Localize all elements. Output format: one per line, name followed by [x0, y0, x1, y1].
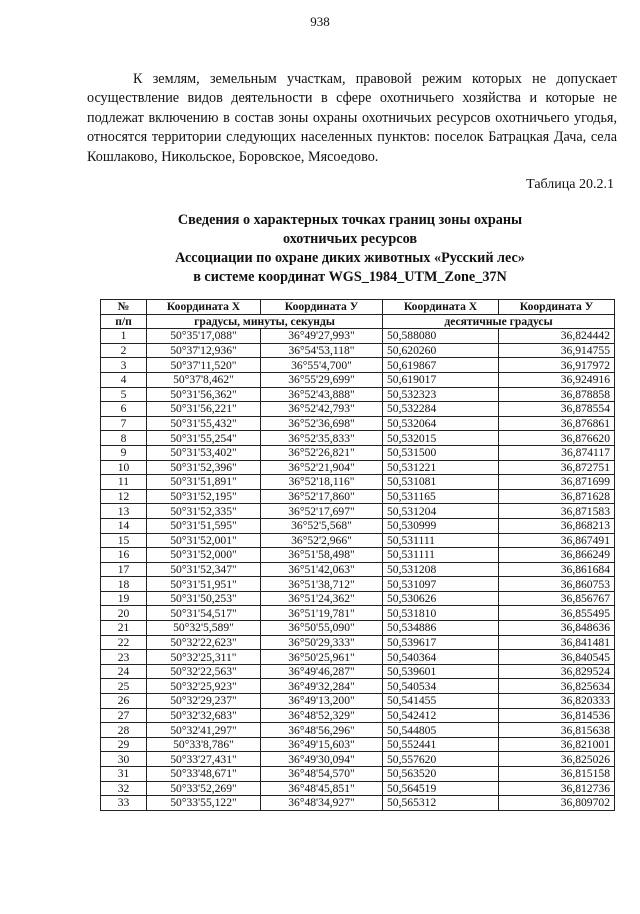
table-row — [101, 372, 615, 387]
coord-x-dms: 50°31'52,000" — [147, 548, 261, 563]
coord-x-dms: 50°33'52,269" — [147, 781, 261, 796]
coord-x-dec: 50,588080 — [383, 329, 499, 344]
coord-x-dec: 50,532064 — [383, 416, 499, 431]
coord-x-dms: 50°31'51,595" — [147, 518, 261, 533]
coord-y-dec: 36,815638 — [499, 723, 615, 738]
row-number: 11 — [101, 475, 147, 490]
table-row — [101, 358, 615, 373]
coord-x-dms: 50°31'56,362" — [147, 387, 261, 402]
coord-x-dms: 50°32'41,297" — [147, 723, 261, 738]
coord-y-dms: 36°51'42,063" — [261, 562, 383, 577]
coord-y-dms: 36°51'24,362" — [261, 591, 383, 606]
row-number: 23 — [101, 650, 147, 665]
table-row — [101, 445, 615, 460]
coord-y-dms: 36°50'25,961" — [261, 650, 383, 665]
coord-x-dec: 50,540534 — [383, 679, 499, 694]
coord-y-dms: 36°49'27,993" — [261, 329, 383, 344]
coord-x-dms: 50°31'52,001" — [147, 533, 261, 548]
coord-x-dms: 50°31'52,347" — [147, 562, 261, 577]
coord-y-dec: 36,871583 — [499, 504, 615, 519]
heading-line-4: в системе координат WGS_1984_UTM_Zone_37N — [193, 269, 507, 285]
coord-x-dms: 50°31'56,221" — [147, 402, 261, 417]
coord-y-dms: 36°51'58,498" — [261, 548, 383, 563]
table-row — [101, 460, 615, 475]
row-number: 22 — [101, 635, 147, 650]
coord-y-dms: 36°48'56,296" — [261, 723, 383, 738]
coord-y-dec: 36,821001 — [499, 737, 615, 752]
coord-y-dms: 36°48'52,329" — [261, 708, 383, 723]
coord-x-dec: 50,530999 — [383, 518, 499, 533]
coord-y-dec: 36,924916 — [499, 372, 615, 387]
coord-y-dec: 36,868213 — [499, 518, 615, 533]
coord-x-dms: 50°32'29,237" — [147, 694, 261, 709]
coord-y-dms: 36°49'30,094" — [261, 752, 383, 767]
row-number: 8 — [101, 431, 147, 446]
coord-y-dec: 36,874117 — [499, 445, 615, 460]
coord-x-dec: 50,539617 — [383, 635, 499, 650]
table-row — [101, 781, 615, 796]
table-row — [101, 664, 615, 679]
coord-x-dec: 50,544805 — [383, 723, 499, 738]
header-coord-x-dms: Координата X — [147, 300, 261, 315]
coord-y-dec: 36,825634 — [499, 679, 615, 694]
table-row — [101, 723, 615, 738]
coord-x-dms: 50°31'52,195" — [147, 489, 261, 504]
row-number: 26 — [101, 694, 147, 709]
coord-y-dec: 36,861684 — [499, 562, 615, 577]
table-row — [101, 518, 615, 533]
coord-x-dec: 50,619017 — [383, 372, 499, 387]
coord-y-dec: 36,871628 — [499, 489, 615, 504]
coord-x-dec: 50,531204 — [383, 504, 499, 519]
table-row — [101, 796, 615, 811]
coord-x-dec: 50,532284 — [383, 402, 499, 417]
coord-x-dec: 50,531810 — [383, 606, 499, 621]
row-number: 19 — [101, 591, 147, 606]
row-number: 28 — [101, 723, 147, 738]
coord-x-dms: 50°32'5,589" — [147, 621, 261, 636]
coord-x-dec: 50,540364 — [383, 650, 499, 665]
coord-x-dec: 50,531208 — [383, 562, 499, 577]
row-number: 27 — [101, 708, 147, 723]
table-row — [101, 621, 615, 636]
row-number: 2 — [101, 343, 147, 358]
coord-x-dms: 50°31'51,891" — [147, 475, 261, 490]
coord-y-dec: 36,876620 — [499, 431, 615, 446]
coord-y-dms: 36°55'29,699" — [261, 372, 383, 387]
subheader-number: п/п — [101, 314, 147, 329]
coord-y-dec: 36,860753 — [499, 577, 615, 592]
table-heading — [120, 211, 580, 287]
row-number: 21 — [101, 621, 147, 636]
row-number: 31 — [101, 767, 147, 782]
header-coord-y-dms: Координата У — [261, 300, 383, 315]
table-row — [101, 431, 615, 446]
table-row — [101, 606, 615, 621]
coord-x-dms: 50°35'17,088" — [147, 329, 261, 344]
coord-x-dec: 50,530626 — [383, 591, 499, 606]
coord-x-dec: 50,619867 — [383, 358, 499, 373]
coord-y-dec: 36,917972 — [499, 358, 615, 373]
coord-y-dms: 36°50'55,090" — [261, 621, 383, 636]
coord-y-dec: 36,815158 — [499, 767, 615, 782]
coord-y-dec: 36,829524 — [499, 664, 615, 679]
table-row — [101, 752, 615, 767]
coord-x-dms: 50°37'8,462" — [147, 372, 261, 387]
coord-x-dms: 50°37'12,936" — [147, 343, 261, 358]
coord-y-dec: 36,841481 — [499, 635, 615, 650]
table-reference: Таблица 20.2.1 — [526, 177, 614, 192]
row-number: 10 — [101, 460, 147, 475]
coord-x-dms: 50°32'25,311" — [147, 650, 261, 665]
row-number: 13 — [101, 504, 147, 519]
coord-x-dms: 50°33'8,786" — [147, 737, 261, 752]
coord-x-dec: 50,539601 — [383, 664, 499, 679]
intro-paragraph: К землям, земельным участкам, правовой режим которых не допускает осуществление видов деятельности в сфере охотничьего хозяйства и которые не подлежат включению в состав зоны охраны охотничьих ресурсов охотничьего угодья, относятся территории следующих населенных пунктов: поселок Батрацкая Дача, села Кошлаково, Никольское, Боровское, Мясоедово. — [87, 71, 617, 165]
table-row — [101, 679, 615, 694]
coord-x-dec: 50,557620 — [383, 752, 499, 767]
table-row — [101, 416, 615, 431]
coord-y-dms: 36°51'38,712" — [261, 577, 383, 592]
coord-y-dms: 36°48'54,570" — [261, 767, 383, 782]
coord-y-dms: 36°54'53,118" — [261, 343, 383, 358]
coord-x-dec: 50,532015 — [383, 431, 499, 446]
coord-y-dec: 36,824442 — [499, 329, 615, 344]
coord-x-dec: 50,531165 — [383, 489, 499, 504]
row-number: 7 — [101, 416, 147, 431]
coord-y-dms: 36°52'17,860" — [261, 489, 383, 504]
coord-x-dms: 50°32'32,683" — [147, 708, 261, 723]
row-number: 18 — [101, 577, 147, 592]
table-row — [101, 329, 615, 344]
table-row — [101, 650, 615, 665]
coord-x-dec: 50,531111 — [383, 548, 499, 563]
coord-x-dms: 50°33'48,671" — [147, 767, 261, 782]
coord-x-dec: 50,534886 — [383, 621, 499, 636]
coord-y-dms: 36°55'4,700" — [261, 358, 383, 373]
coord-y-dec: 36,814536 — [499, 708, 615, 723]
coord-y-dms: 36°49'15,603" — [261, 737, 383, 752]
coord-x-dec: 50,531081 — [383, 475, 499, 490]
coord-x-dec: 50,541455 — [383, 694, 499, 709]
coord-y-dms: 36°52'43,888" — [261, 387, 383, 402]
table-body — [101, 329, 615, 811]
row-number: 4 — [101, 372, 147, 387]
coord-y-dms: 36°52'42,793" — [261, 402, 383, 417]
coord-x-dms: 50°31'55,254" — [147, 431, 261, 446]
coord-x-dec: 50,531097 — [383, 577, 499, 592]
heading-line-3: Ассоциации по охране диких животных «Русский лес» — [175, 250, 525, 266]
coord-x-dms: 50°32'22,563" — [147, 664, 261, 679]
row-number: 16 — [101, 548, 147, 563]
table-row — [101, 737, 615, 752]
coord-y-dec: 36,856767 — [499, 591, 615, 606]
coord-x-dms: 50°31'52,396" — [147, 460, 261, 475]
coord-y-dec: 36,840545 — [499, 650, 615, 665]
coord-y-dec: 36,809702 — [499, 796, 615, 811]
coord-x-dec: 50,620260 — [383, 343, 499, 358]
coord-y-dec: 36,825026 — [499, 752, 615, 767]
coord-y-dms: 36°52'21,904" — [261, 460, 383, 475]
coord-y-dms: 36°49'46,287" — [261, 664, 383, 679]
coord-x-dec: 50,565312 — [383, 796, 499, 811]
subheader-decimal: десятичные градусы — [383, 314, 615, 329]
row-number: 20 — [101, 606, 147, 621]
table-row — [101, 767, 615, 782]
coord-y-dms: 36°52'5,568" — [261, 518, 383, 533]
row-number: 30 — [101, 752, 147, 767]
coord-x-dec: 50,531221 — [383, 460, 499, 475]
coord-y-dec: 36,878554 — [499, 402, 615, 417]
page-number: 938 — [310, 14, 330, 29]
row-number: 24 — [101, 664, 147, 679]
coord-y-dec: 36,866249 — [499, 548, 615, 563]
coord-y-dms: 36°52'26,821" — [261, 445, 383, 460]
coord-x-dms: 50°33'27,431" — [147, 752, 261, 767]
coord-y-dec: 36,872751 — [499, 460, 615, 475]
row-number: 9 — [101, 445, 147, 460]
table-row — [101, 387, 615, 402]
coord-y-dms: 36°52'17,697" — [261, 504, 383, 519]
coord-x-dec: 50,552441 — [383, 737, 499, 752]
row-number: 6 — [101, 402, 147, 417]
coord-x-dms: 50°37'11,520" — [147, 358, 261, 373]
table-row — [101, 562, 615, 577]
table-header-row — [101, 300, 615, 315]
row-number: 12 — [101, 489, 147, 504]
coordinates-table — [100, 299, 615, 811]
table-row — [101, 343, 615, 358]
coord-y-dec: 36,878858 — [499, 387, 615, 402]
table-row — [101, 504, 615, 519]
table-row — [101, 694, 615, 709]
table-row — [101, 635, 615, 650]
coord-y-dms: 36°52'36,698" — [261, 416, 383, 431]
table-row — [101, 475, 615, 490]
coord-x-dms: 50°31'51,951" — [147, 577, 261, 592]
table-row — [101, 533, 615, 548]
coord-y-dec: 36,848636 — [499, 621, 615, 636]
row-number: 5 — [101, 387, 147, 402]
coord-y-dms: 36°48'34,927" — [261, 796, 383, 811]
row-number: 33 — [101, 796, 147, 811]
table-subheader-row — [101, 314, 615, 329]
table-row — [101, 591, 615, 606]
table-row — [101, 577, 615, 592]
heading-line-2: охотничьих ресурсов — [283, 231, 417, 247]
table-row — [101, 402, 615, 417]
heading-line-1: Сведения о характерных точках границ зоны охраны — [177, 212, 523, 228]
coord-x-dms: 50°31'52,335" — [147, 504, 261, 519]
row-number: 17 — [101, 562, 147, 577]
coord-x-dms: 50°31'50,253" — [147, 591, 261, 606]
coord-y-dec: 36,855495 — [499, 606, 615, 621]
header-number: № — [101, 300, 147, 315]
coord-x-dms: 50°33'55,122" — [147, 796, 261, 811]
coord-y-dec: 36,914755 — [499, 343, 615, 358]
coord-x-dec: 50,542412 — [383, 708, 499, 723]
coord-y-dec: 36,820333 — [499, 694, 615, 709]
row-number: 29 — [101, 737, 147, 752]
coord-x-dms: 50°32'22,623" — [147, 635, 261, 650]
table-row — [101, 548, 615, 563]
table-row — [101, 489, 615, 504]
coord-y-dms: 36°52'2,966" — [261, 533, 383, 548]
coord-x-dec: 50,531500 — [383, 445, 499, 460]
coord-y-dec: 36,867491 — [499, 533, 615, 548]
coord-y-dec: 36,871699 — [499, 475, 615, 490]
row-number: 14 — [101, 518, 147, 533]
coord-x-dms: 50°31'53,402" — [147, 445, 261, 460]
coord-x-dec: 50,531111 — [383, 533, 499, 548]
coord-y-dms: 36°49'32,284" — [261, 679, 383, 694]
coord-x-dms: 50°31'54,517" — [147, 606, 261, 621]
coord-y-dms: 36°49'13,200" — [261, 694, 383, 709]
table-row — [101, 708, 615, 723]
coord-y-dec: 36,812736 — [499, 781, 615, 796]
coord-y-dms: 36°52'35,833" — [261, 431, 383, 446]
subheader-dms: градусы, минуты, секунды — [147, 314, 383, 329]
coord-y-dms: 36°52'18,116" — [261, 475, 383, 490]
coord-x-dec: 50,532323 — [383, 387, 499, 402]
row-number: 25 — [101, 679, 147, 694]
coord-y-dec: 36,876861 — [499, 416, 615, 431]
coord-y-dms: 36°50'29,333" — [261, 635, 383, 650]
coord-x-dec: 50,564519 — [383, 781, 499, 796]
row-number: 3 — [101, 358, 147, 373]
coord-y-dms: 36°48'45,851" — [261, 781, 383, 796]
coord-x-dec: 50,563520 — [383, 767, 499, 782]
coord-x-dms: 50°32'25,923" — [147, 679, 261, 694]
coord-x-dms: 50°31'55,432" — [147, 416, 261, 431]
row-number: 32 — [101, 781, 147, 796]
row-number: 15 — [101, 533, 147, 548]
header-coord-y-dec: Координата У — [499, 300, 615, 315]
header-coord-x-dec: Координата X — [383, 300, 499, 315]
coord-y-dms: 36°51'19,781" — [261, 606, 383, 621]
row-number: 1 — [101, 329, 147, 344]
